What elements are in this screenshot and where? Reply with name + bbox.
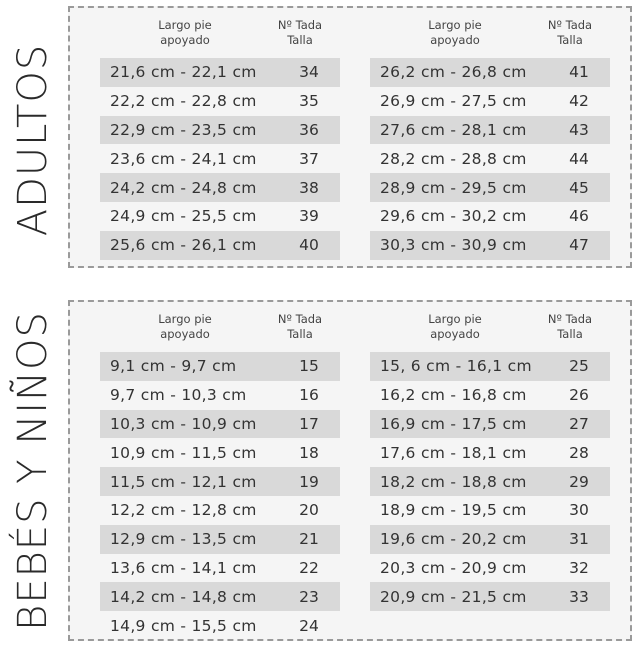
- foot-length-range: 20,9 cm - 21,5 cm: [380, 587, 527, 606]
- header-size: [540, 312, 600, 342]
- foot-length-range: 26,2 cm - 26,8 cm: [380, 63, 527, 82]
- table-row: [370, 116, 610, 145]
- adults-section-title: ADULTOS: [10, 43, 56, 237]
- header-foot-length-line1: Largo pie: [158, 18, 212, 32]
- foot-length-range: 21,6 cm - 22,1 cm: [110, 63, 257, 82]
- table-row: [100, 525, 340, 554]
- shoe-size: 35: [299, 92, 319, 111]
- table-row: [100, 496, 340, 525]
- shoe-size: 41: [569, 63, 589, 82]
- foot-length-range: 24,9 cm - 25,5 cm: [110, 207, 257, 226]
- table-row: [100, 87, 340, 116]
- shoe-size: 16: [299, 386, 319, 405]
- shoe-size: 33: [569, 587, 589, 606]
- foot-length-range: 14,2 cm - 14,8 cm: [110, 587, 257, 606]
- foot-length-range: 20,3 cm - 20,9 cm: [380, 558, 527, 577]
- header-size: [270, 18, 330, 48]
- table-row: [370, 352, 610, 381]
- foot-length-range: 23,6 cm - 24,1 cm: [110, 149, 257, 168]
- foot-length-range: 14,9 cm - 15,5 cm: [110, 616, 257, 635]
- adults-size-table: [68, 6, 632, 268]
- header-foot-length: [390, 312, 520, 342]
- foot-length-range: 17,6 cm - 18,1 cm: [380, 443, 527, 462]
- foot-length-range: 28,9 cm - 29,5 cm: [380, 178, 527, 197]
- column-header: [370, 312, 610, 348]
- shoe-size: 18: [299, 443, 319, 462]
- header-foot-length-line1: Largo pie: [428, 18, 482, 32]
- shoe-size: 30: [569, 501, 589, 520]
- shoe-size: 32: [569, 558, 589, 577]
- table-row: [370, 582, 610, 611]
- foot-length-range: 24,2 cm - 24,8 cm: [110, 178, 257, 197]
- header-foot-length: [120, 312, 250, 342]
- header-size-line1: Nº Tada: [547, 312, 593, 326]
- table-row: [370, 467, 610, 496]
- shoe-size: 40: [299, 236, 319, 255]
- table-row: [370, 58, 610, 87]
- shoe-size: 17: [299, 414, 319, 433]
- foot-length-range: 10,9 cm - 11,5 cm: [110, 443, 257, 462]
- shoe-size: 37: [299, 149, 319, 168]
- foot-length-range: 19,6 cm - 20,2 cm: [380, 530, 527, 549]
- foot-length-range: 12,2 cm - 12,8 cm: [110, 501, 257, 520]
- table-row: [100, 410, 340, 439]
- shoe-size: 24: [299, 616, 319, 635]
- kids-left-rows: [100, 352, 340, 640]
- foot-length-range: 29,6 cm - 30,2 cm: [380, 207, 527, 226]
- table-row: [370, 410, 610, 439]
- shoe-size: 28: [569, 443, 589, 462]
- column-header: [100, 312, 340, 348]
- foot-length-range: 12,9 cm - 13,5 cm: [110, 530, 257, 549]
- foot-length-range: 16,2 cm - 16,8 cm: [380, 386, 527, 405]
- foot-length-range: 9,1 cm - 9,7 cm: [110, 357, 237, 376]
- foot-length-range: 27,6 cm - 28,1 cm: [380, 120, 527, 139]
- kids-size-table: [68, 300, 632, 641]
- shoe-size: 47: [569, 236, 589, 255]
- foot-length-range: 26,9 cm - 27,5 cm: [380, 92, 527, 111]
- foot-length-range: 16,9 cm - 17,5 cm: [380, 414, 527, 433]
- table-row: [370, 173, 610, 202]
- table-row: [370, 87, 610, 116]
- header-foot-length: [120, 18, 250, 48]
- shoe-size: 20: [299, 501, 319, 520]
- table-row: [370, 144, 610, 173]
- shoe-size: 15: [299, 357, 319, 376]
- table-row: [100, 202, 340, 231]
- header-size-line1: Nº Tada: [277, 18, 323, 32]
- header-size-line1: Nº Tada: [277, 312, 323, 326]
- header-size-line2: Talla: [287, 33, 313, 47]
- foot-length-range: 22,2 cm - 22,8 cm: [110, 92, 257, 111]
- table-row: [370, 496, 610, 525]
- header-size-line2: Talla: [557, 327, 583, 341]
- table-row: [100, 381, 340, 410]
- table-row: [370, 554, 610, 583]
- shoe-size: 21: [299, 530, 319, 549]
- table-row: [100, 58, 340, 87]
- header-size-line2: Talla: [287, 327, 313, 341]
- table-row: [100, 611, 340, 640]
- table-row: [370, 231, 610, 260]
- table-row: [100, 173, 340, 202]
- kids-section-title: BEBÉS Y NIÑOS: [10, 311, 56, 631]
- table-row: [100, 116, 340, 145]
- shoe-size: 25: [569, 357, 589, 376]
- adults-left-rows: [100, 58, 340, 260]
- foot-length-range: 18,9 cm - 19,5 cm: [380, 501, 527, 520]
- foot-length-range: 30,3 cm - 30,9 cm: [380, 236, 527, 255]
- shoe-size: 39: [299, 207, 319, 226]
- foot-length-range: 10,3 cm - 10,9 cm: [110, 414, 257, 433]
- shoe-size: 31: [569, 530, 589, 549]
- shoe-size: 23: [299, 587, 319, 606]
- header-foot-length-line2: apoyado: [160, 327, 210, 341]
- shoe-size: 19: [299, 472, 319, 491]
- table-row: [100, 352, 340, 381]
- foot-length-range: 13,6 cm - 14,1 cm: [110, 558, 257, 577]
- kids-right-rows: [370, 352, 610, 611]
- foot-length-range: 15, 6 cm - 16,1 cm: [380, 357, 532, 376]
- table-row: [370, 202, 610, 231]
- table-row: [370, 381, 610, 410]
- shoe-size: 29: [569, 472, 589, 491]
- shoe-size: 45: [569, 178, 589, 197]
- foot-length-range: 25,6 cm - 26,1 cm: [110, 236, 257, 255]
- shoe-size: 44: [569, 149, 589, 168]
- column-header: [370, 18, 610, 54]
- header-foot-length-line1: Largo pie: [158, 312, 212, 326]
- header-foot-length: [390, 18, 520, 48]
- shoe-size: 42: [569, 92, 589, 111]
- shoe-size: 34: [299, 63, 319, 82]
- header-foot-length-line2: apoyado: [160, 33, 210, 47]
- table-row: [100, 231, 340, 260]
- table-row: [370, 438, 610, 467]
- foot-length-range: 28,2 cm - 28,8 cm: [380, 149, 527, 168]
- shoe-size: 36: [299, 120, 319, 139]
- foot-length-range: 18,2 cm - 18,8 cm: [380, 472, 527, 491]
- shoe-size: 46: [569, 207, 589, 226]
- table-row: [100, 438, 340, 467]
- table-row: [100, 467, 340, 496]
- shoe-size: 26: [569, 386, 589, 405]
- column-header: [100, 18, 340, 54]
- header-size-line1: Nº Tada: [547, 18, 593, 32]
- foot-length-range: 11,5 cm - 12,1 cm: [110, 472, 257, 491]
- header-foot-length-line1: Largo pie: [428, 312, 482, 326]
- header-foot-length-line2: apoyado: [430, 327, 480, 341]
- shoe-size: 38: [299, 178, 319, 197]
- adults-right-rows: [370, 58, 610, 260]
- header-size-line2: Talla: [557, 33, 583, 47]
- header-foot-length-line2: apoyado: [430, 33, 480, 47]
- foot-length-range: 22,9 cm - 23,5 cm: [110, 120, 257, 139]
- table-row: [100, 554, 340, 583]
- shoe-size: 43: [569, 120, 589, 139]
- shoe-size: 27: [569, 414, 589, 433]
- header-size: [270, 312, 330, 342]
- table-row: [100, 582, 340, 611]
- foot-length-range: 9,7 cm - 10,3 cm: [110, 386, 247, 405]
- table-row: [100, 144, 340, 173]
- shoe-size: 22: [299, 558, 319, 577]
- header-size: [540, 18, 600, 48]
- table-row: [370, 525, 610, 554]
